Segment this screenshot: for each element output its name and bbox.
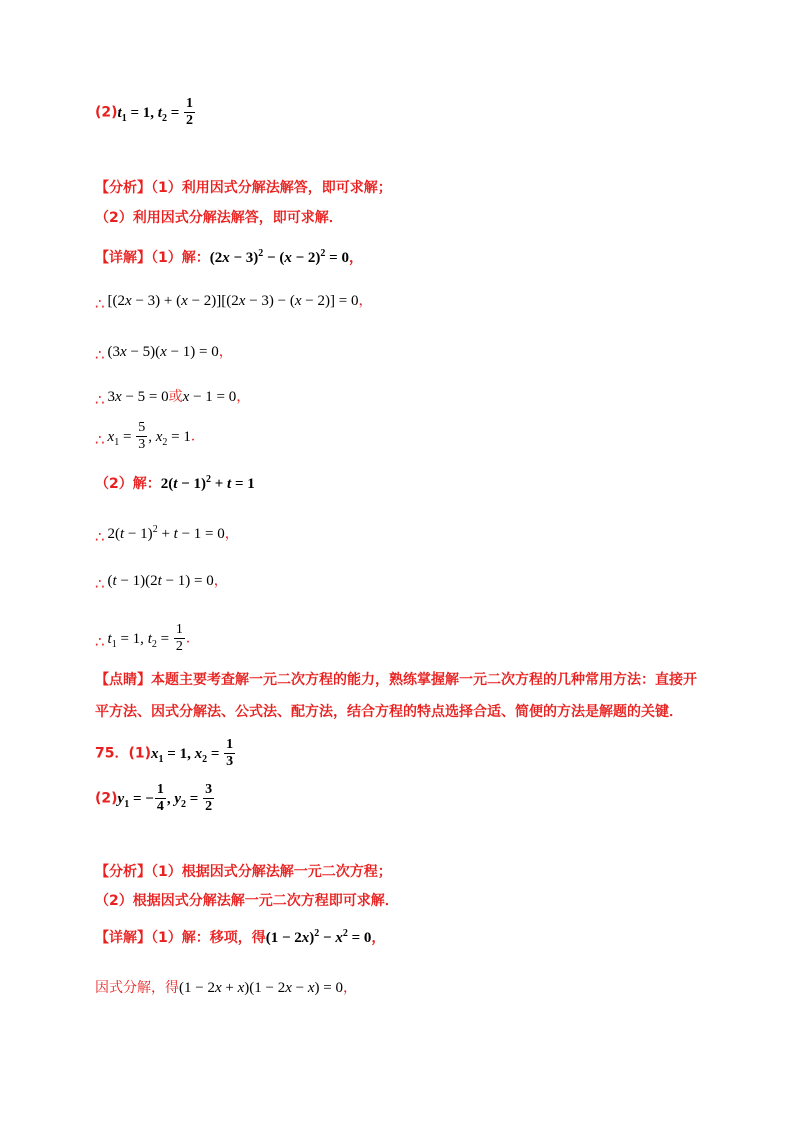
fraction: $\frac{3}{2}$ xyxy=(205,782,213,814)
math-expression: $t_1 = 1$, $t_2$ = xyxy=(107,630,173,650)
therefore-icon: ∴ xyxy=(95,391,105,409)
math-expression: , $y_2$ = xyxy=(166,790,203,810)
math-expression: $t_1 = 1$, $t_2$ = xyxy=(117,104,184,124)
detail-line-4: 因式分解，得(1 − 2x + x)(1 − 2x − x) = 0， xyxy=(95,980,358,996)
therefore-icon: ∴ xyxy=(95,295,105,313)
step-line: ∴ 3x − 5 = 0或x − 1 = 0， xyxy=(95,389,251,409)
math-expression: $y_1$ = − xyxy=(117,790,154,810)
detail-label: 因式分解，得 xyxy=(95,980,179,996)
fraction: $\frac{1}{3}$ xyxy=(226,737,234,769)
math-expression: 3x − 5 = 0 xyxy=(107,389,169,405)
answer-prefix: (2) xyxy=(95,104,118,121)
fraction: $\frac{1}{2}$ xyxy=(175,622,183,654)
math-expression: (1 − 2x + x)(1 − 2x − x) = 0 xyxy=(179,980,344,996)
fraction: $\frac{1}{4}$ xyxy=(156,782,164,814)
therefore-icon: ∴ xyxy=(95,632,105,651)
step-line: ∴ $2(t - 1)^2 + t - 1 = 0$， xyxy=(95,524,239,546)
step-line: ∴ (t − 1)(2t − 1) = 0， xyxy=(95,573,228,593)
step-line: ∴ (3x − 5)(x − 1) = 0， xyxy=(95,344,233,364)
fraction: $\frac{1}{2}$ xyxy=(186,96,194,128)
math-expression: $2(t - 1)^2 + t - 1 = 0$ xyxy=(107,524,225,542)
question-number: 75．(1) xyxy=(95,745,152,762)
detail-line-3: 【详解】（1）解：移项，得$(1 - 2x)^2 - x^2 = 0$， xyxy=(95,928,386,946)
math-expression: , $x_2 = 1$ xyxy=(148,428,191,448)
step-line: ∴ [(2x − 3) + (x − 2)][(2x − 3) − (x − 2)] = 0， xyxy=(95,293,373,313)
math-expression: $2(t - 1)^2 + t = 1$ xyxy=(160,474,255,492)
math-expression: $(1 - 2x)^2 - x^2 = 0$ xyxy=(265,928,372,946)
analysis-line-3: 【分析】（1）根据因式分解法解一元二次方程； xyxy=(95,864,392,880)
comment-line-1: 【点睛】本题主要考查解一元二次方程的能力，熟练掌握解一元二次方程的几种常用方法：直接开 xyxy=(95,672,697,688)
therefore-icon: ∴ xyxy=(95,430,105,449)
therefore-icon: ∴ xyxy=(95,346,105,364)
math-expression: $x_1$ = xyxy=(107,428,136,448)
answer-prefix: (2) xyxy=(95,790,118,807)
math-expression: (t − 1)(2t − 1) = 0 xyxy=(107,573,214,589)
analysis-line-4: （2）根据因式分解法解一元二次方程即可求解． xyxy=(95,893,399,909)
comment-line-2: 平方法、因式分解法、公式法、配方法，结合方程的特点选择合适、简便的方法是解题的关键． xyxy=(95,704,683,720)
detail-line-1: 【详解】（1）解：$(2x - 3)^2 - (x - 2)^2 = 0$， xyxy=(95,248,363,266)
step-line: ∴ $t_1 = 1$, $t_2$ = $\frac{1}{2}$ ． xyxy=(95,622,200,654)
fraction: $\frac{5}{3}$ xyxy=(138,420,146,452)
q75-answer-1 xyxy=(95,737,236,770)
answer-2-line xyxy=(95,96,196,129)
detail-label: 【详解】（1）解：移项，得 xyxy=(95,930,266,946)
analysis-line-2: （2）利用因式分解法解答，即可求解． xyxy=(95,210,343,226)
or-word: 或 xyxy=(168,389,183,405)
detail-label: （2）解： xyxy=(95,476,161,492)
detail-label: 【详解】（1）解： xyxy=(95,250,210,266)
therefore-icon: ∴ xyxy=(95,575,105,593)
q75-answer-2 xyxy=(95,782,215,815)
math-expression: x − 1 = 0 xyxy=(182,389,237,405)
therefore-icon: ∴ xyxy=(95,528,105,546)
analysis-line-1: 【分析】（1）利用因式分解法解答，即可求解； xyxy=(95,180,392,196)
math-expression: [(2x − 3) + (x − 2)][(2x − 3) − (x − 2)] = 0 xyxy=(107,293,359,309)
detail-line-2 xyxy=(95,470,255,494)
step-line: ∴ $x_1$ = $\frac{5}{3}$ , $x_2 = 1$． xyxy=(95,420,205,452)
math-expression: $(2x - 3)^2 - (x - 2)^2 = 0$ xyxy=(209,248,349,266)
math-expression: $x_1 = 1$, $x_2$ = xyxy=(151,745,224,765)
math-expression: (3x − 5)(x − 1) = 0 xyxy=(107,344,219,360)
